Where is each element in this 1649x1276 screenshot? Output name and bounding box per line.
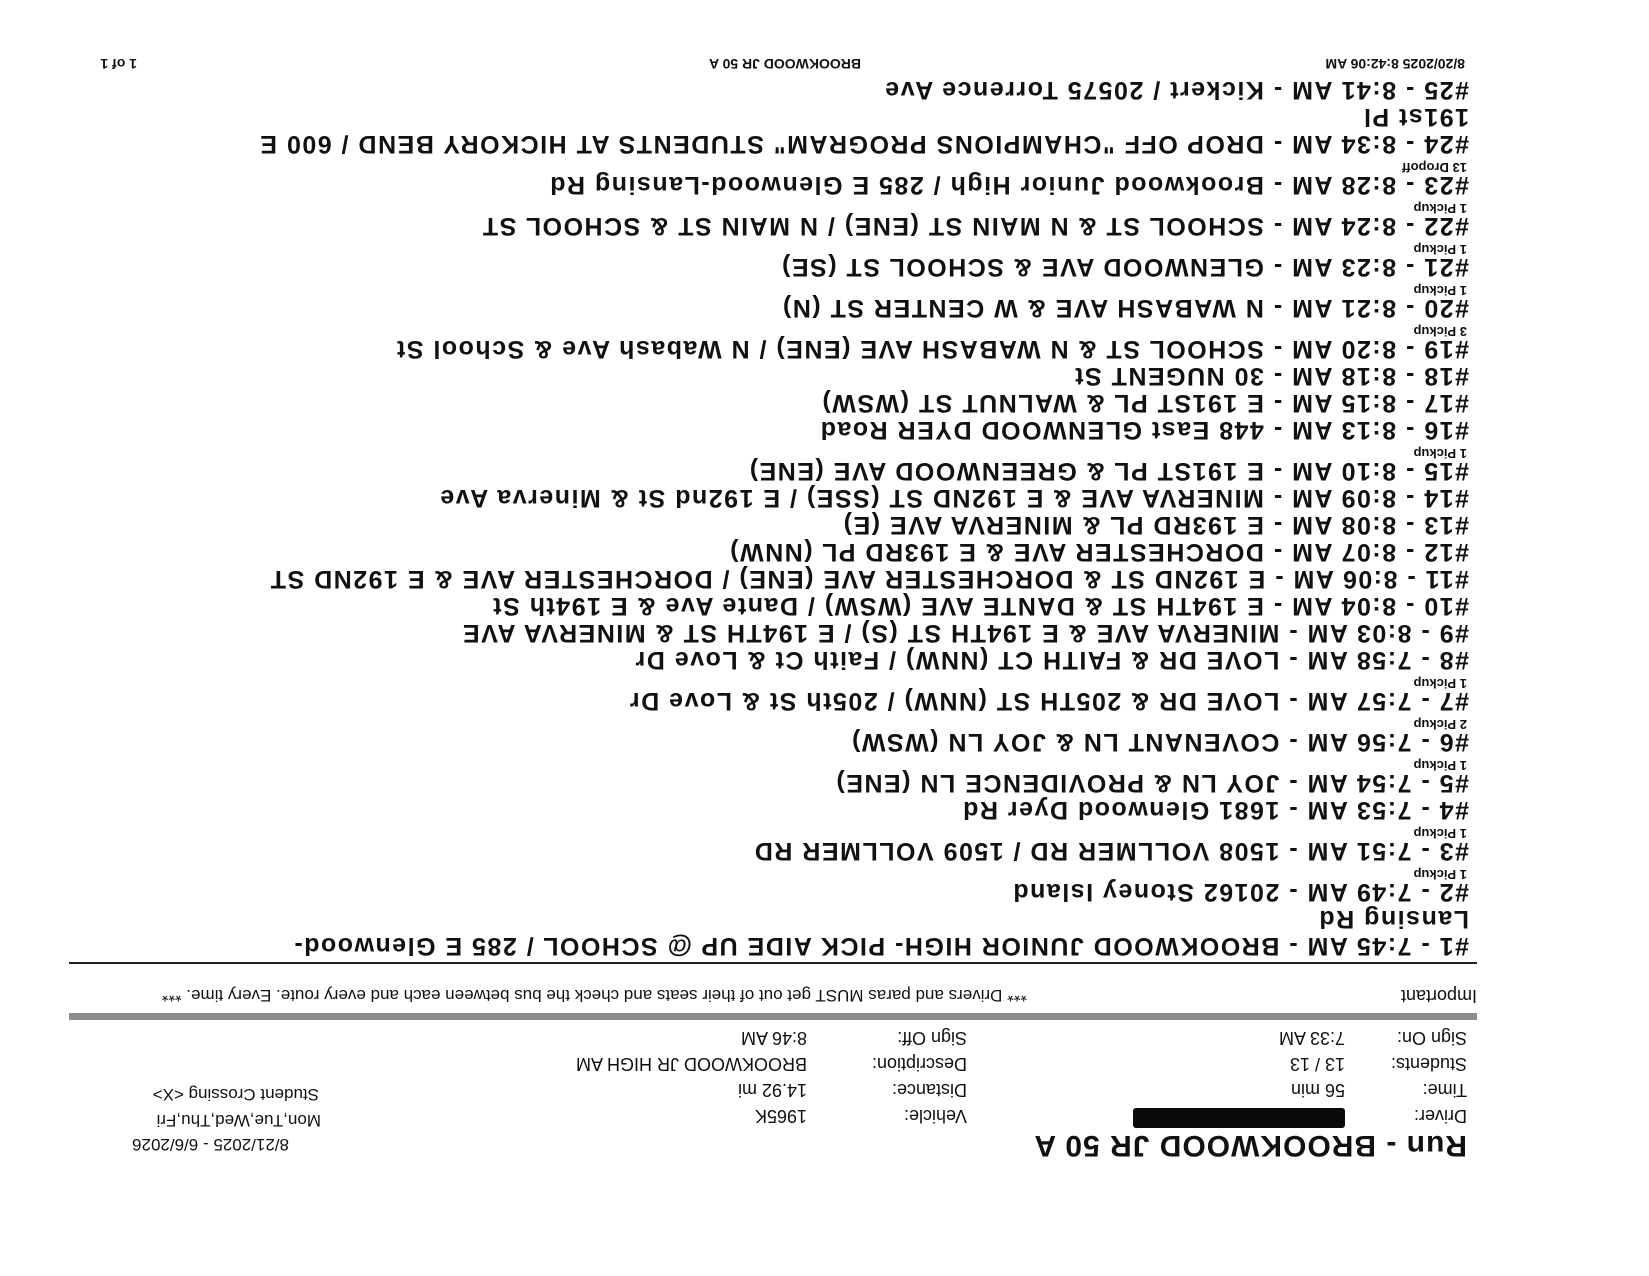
students-value: 13 / 13	[1289, 1054, 1345, 1074]
distance-label: Distance:	[891, 1080, 967, 1100]
vehicle-value: 1965K	[754, 1106, 807, 1126]
page-number: 1 of 1	[100, 56, 137, 72]
stop-line: #23 - 8:28 AM - Brookwood Junior High / 285 E Glenwood-Lansing Rd	[548, 171, 1469, 199]
stop-line-continued: 191st Pl	[1362, 103, 1469, 131]
sign-off-value: 8:46 AM	[740, 1028, 807, 1048]
stop-line: #1 - 7:45 AM - BROOKWOOD JUNIOR HIGH- PICK AIDE UP @ SCHOOL / 285 E Glenwood-	[292, 932, 1469, 960]
section-divider	[69, 1013, 1477, 1020]
sign-on-label: Sign On:	[1396, 1028, 1467, 1048]
driver-label: Driver:	[1414, 1106, 1467, 1126]
stop-pickup-count: 3 Pickup	[1413, 324, 1467, 339]
important-text: *** Drivers and paras MUST get out of their seats and check the bus between each and every route. Every time. ***	[161, 986, 1027, 1005]
stop-line: #17 - 8:15 AM - E 191ST PL & WALNUT ST (WSW)	[820, 389, 1469, 417]
time-value: 56 min	[1290, 1080, 1345, 1100]
driver-name-redacted	[1133, 1108, 1345, 1128]
stop-line: #10 - 8:04 AM - E 194TH ST & DANTE AVE (WSW) / Dante Ave & E 194th St	[491, 592, 1469, 620]
stop-line: #15 - 8:10 AM - E 191ST PL & GREENWOOD AVE (ENE)	[748, 457, 1469, 485]
vehicle-label: Vehicle:	[903, 1106, 967, 1126]
stop-pickup-count: 1 Pickup	[1413, 867, 1467, 882]
stop-pickup-count: 1 Pickup	[1413, 242, 1467, 257]
stop-pickup-count: 1 Pickup	[1413, 676, 1467, 691]
stop-line: #7 - 7:57 AM - LOVE DR & 205TH ST (NNW) / 205th St & Love Dr	[628, 687, 1469, 715]
stops-rule	[69, 962, 1477, 964]
stop-line: #4 - 7:53 AM - 1681 Glenwood Dyer Rd	[961, 796, 1469, 824]
description-label: Description:	[871, 1054, 967, 1074]
stop-pickup-count: 1 Pickup	[1413, 826, 1467, 841]
stop-line: #16 - 8:13 AM - 448 East GLENWOOD DYER Road	[819, 416, 1469, 444]
stop-line: #18 - 8:18 AM - 30 NUGENT St	[1073, 362, 1469, 390]
stop-pickup-count: 1 Pickup	[1413, 446, 1467, 461]
stop-line: #21 - 8:23 AM - GLENWOOD AVE & SCHOOL ST (SE)	[780, 253, 1469, 281]
stop-pickup-count: 13 Dropoff	[1402, 160, 1467, 175]
stop-line: #8 - 7:58 AM - LOVE DR & FAITH CT (NNW) / Faith Ct & Love Dr	[634, 646, 1469, 674]
description-value: BROOKWOOD JR HIGH AM	[575, 1054, 807, 1074]
stop-pickup-count: 1 Pickup	[1413, 283, 1467, 298]
stop-line: #24 - 8:34 AM - DROP OFF "CHAMPIONS PROGRAM" STUDENTS AT HICKORY BEND / 600 E	[258, 130, 1469, 158]
important-label: Important	[1400, 986, 1477, 1006]
students-label: Students:	[1390, 1054, 1467, 1074]
student-crossing-flag: Student Crossing <X>	[152, 1085, 319, 1104]
date-range: 8/21/2025 - 6/6/2026	[132, 1135, 289, 1154]
printed-timestamp: 8/20/2025 8:42:06 AM	[1325, 56, 1465, 72]
stop-line: #22 - 8:24 AM - SCHOOL ST & N MAIN ST (ENE) / N MAIN ST & SCHOOL ST	[481, 212, 1469, 240]
stop-pickup-count: 1 Pickup	[1413, 758, 1467, 773]
run-title: Run - BROOKWOOD JR 50 A	[1033, 1129, 1467, 1162]
stop-pickup-count: 2 Pickup	[1413, 717, 1467, 732]
stop-line: #2 - 7:49 AM - 20162 Stoney Island	[1011, 878, 1469, 906]
sign-on-value: 7:33 AM	[1278, 1028, 1345, 1048]
stop-line: #13 - 8:08 AM - E 193RD PL & MINERVA AVE (E)	[842, 511, 1469, 539]
footer-run-name: BROOKWOOD JR 50 A	[709, 56, 861, 72]
stop-line: #9 - 8:03 AM - MINERVA AVE & E 194TH ST (S) / E 194TH ST & MINERVA AVE	[461, 619, 1469, 647]
service-days: Mon,Tue,Wed,Thu,Fri	[156, 1111, 321, 1130]
sign-off-label: Sign Off:	[897, 1028, 967, 1048]
stop-line: #19 - 8:20 AM - SCHOOL ST & N WABASH AVE (ENE) / N Wabash Ave & School St	[395, 335, 1469, 363]
stop-line: #6 - 7:56 AM - COVENANT LN & JOY LN (WSW)	[850, 728, 1469, 756]
stop-line: #5 - 7:54 AM - JOY LN & PROVIDENCE LN (ENE)	[834, 769, 1469, 797]
stop-pickup-count: 1 Pickup	[1413, 201, 1467, 216]
stop-line-continued: Lansing Rd	[1317, 905, 1469, 933]
stop-line: #3 - 7:51 AM - 1508 VOLLMER RD / 1509 VOLLMER RD	[753, 837, 1469, 865]
stop-line: #11 - 8:06 AM - E 192ND ST & DORCHESTER AVE (ENE) / DORCHESTER AVE & E 192ND ST	[269, 565, 1469, 593]
stop-line: #20 - 8:21 AM - N WABASH AVE & W CENTER ST (N)	[781, 294, 1469, 322]
time-label: Time:	[1422, 1080, 1467, 1100]
stop-line: #12 - 8:07 AM - DORCHESTER AVE & E 193RD PL (NNW)	[728, 538, 1469, 566]
stop-line: #25 - 8:41 AM - Kickert / 20575 Torrence Ave	[883, 76, 1469, 104]
distance-value: 14.92 mi	[737, 1080, 807, 1100]
stop-line: #14 - 8:09 AM - MINERVA AVE & E 192ND ST (SSE) / E 192nd St & Minerva Ave	[438, 484, 1469, 512]
